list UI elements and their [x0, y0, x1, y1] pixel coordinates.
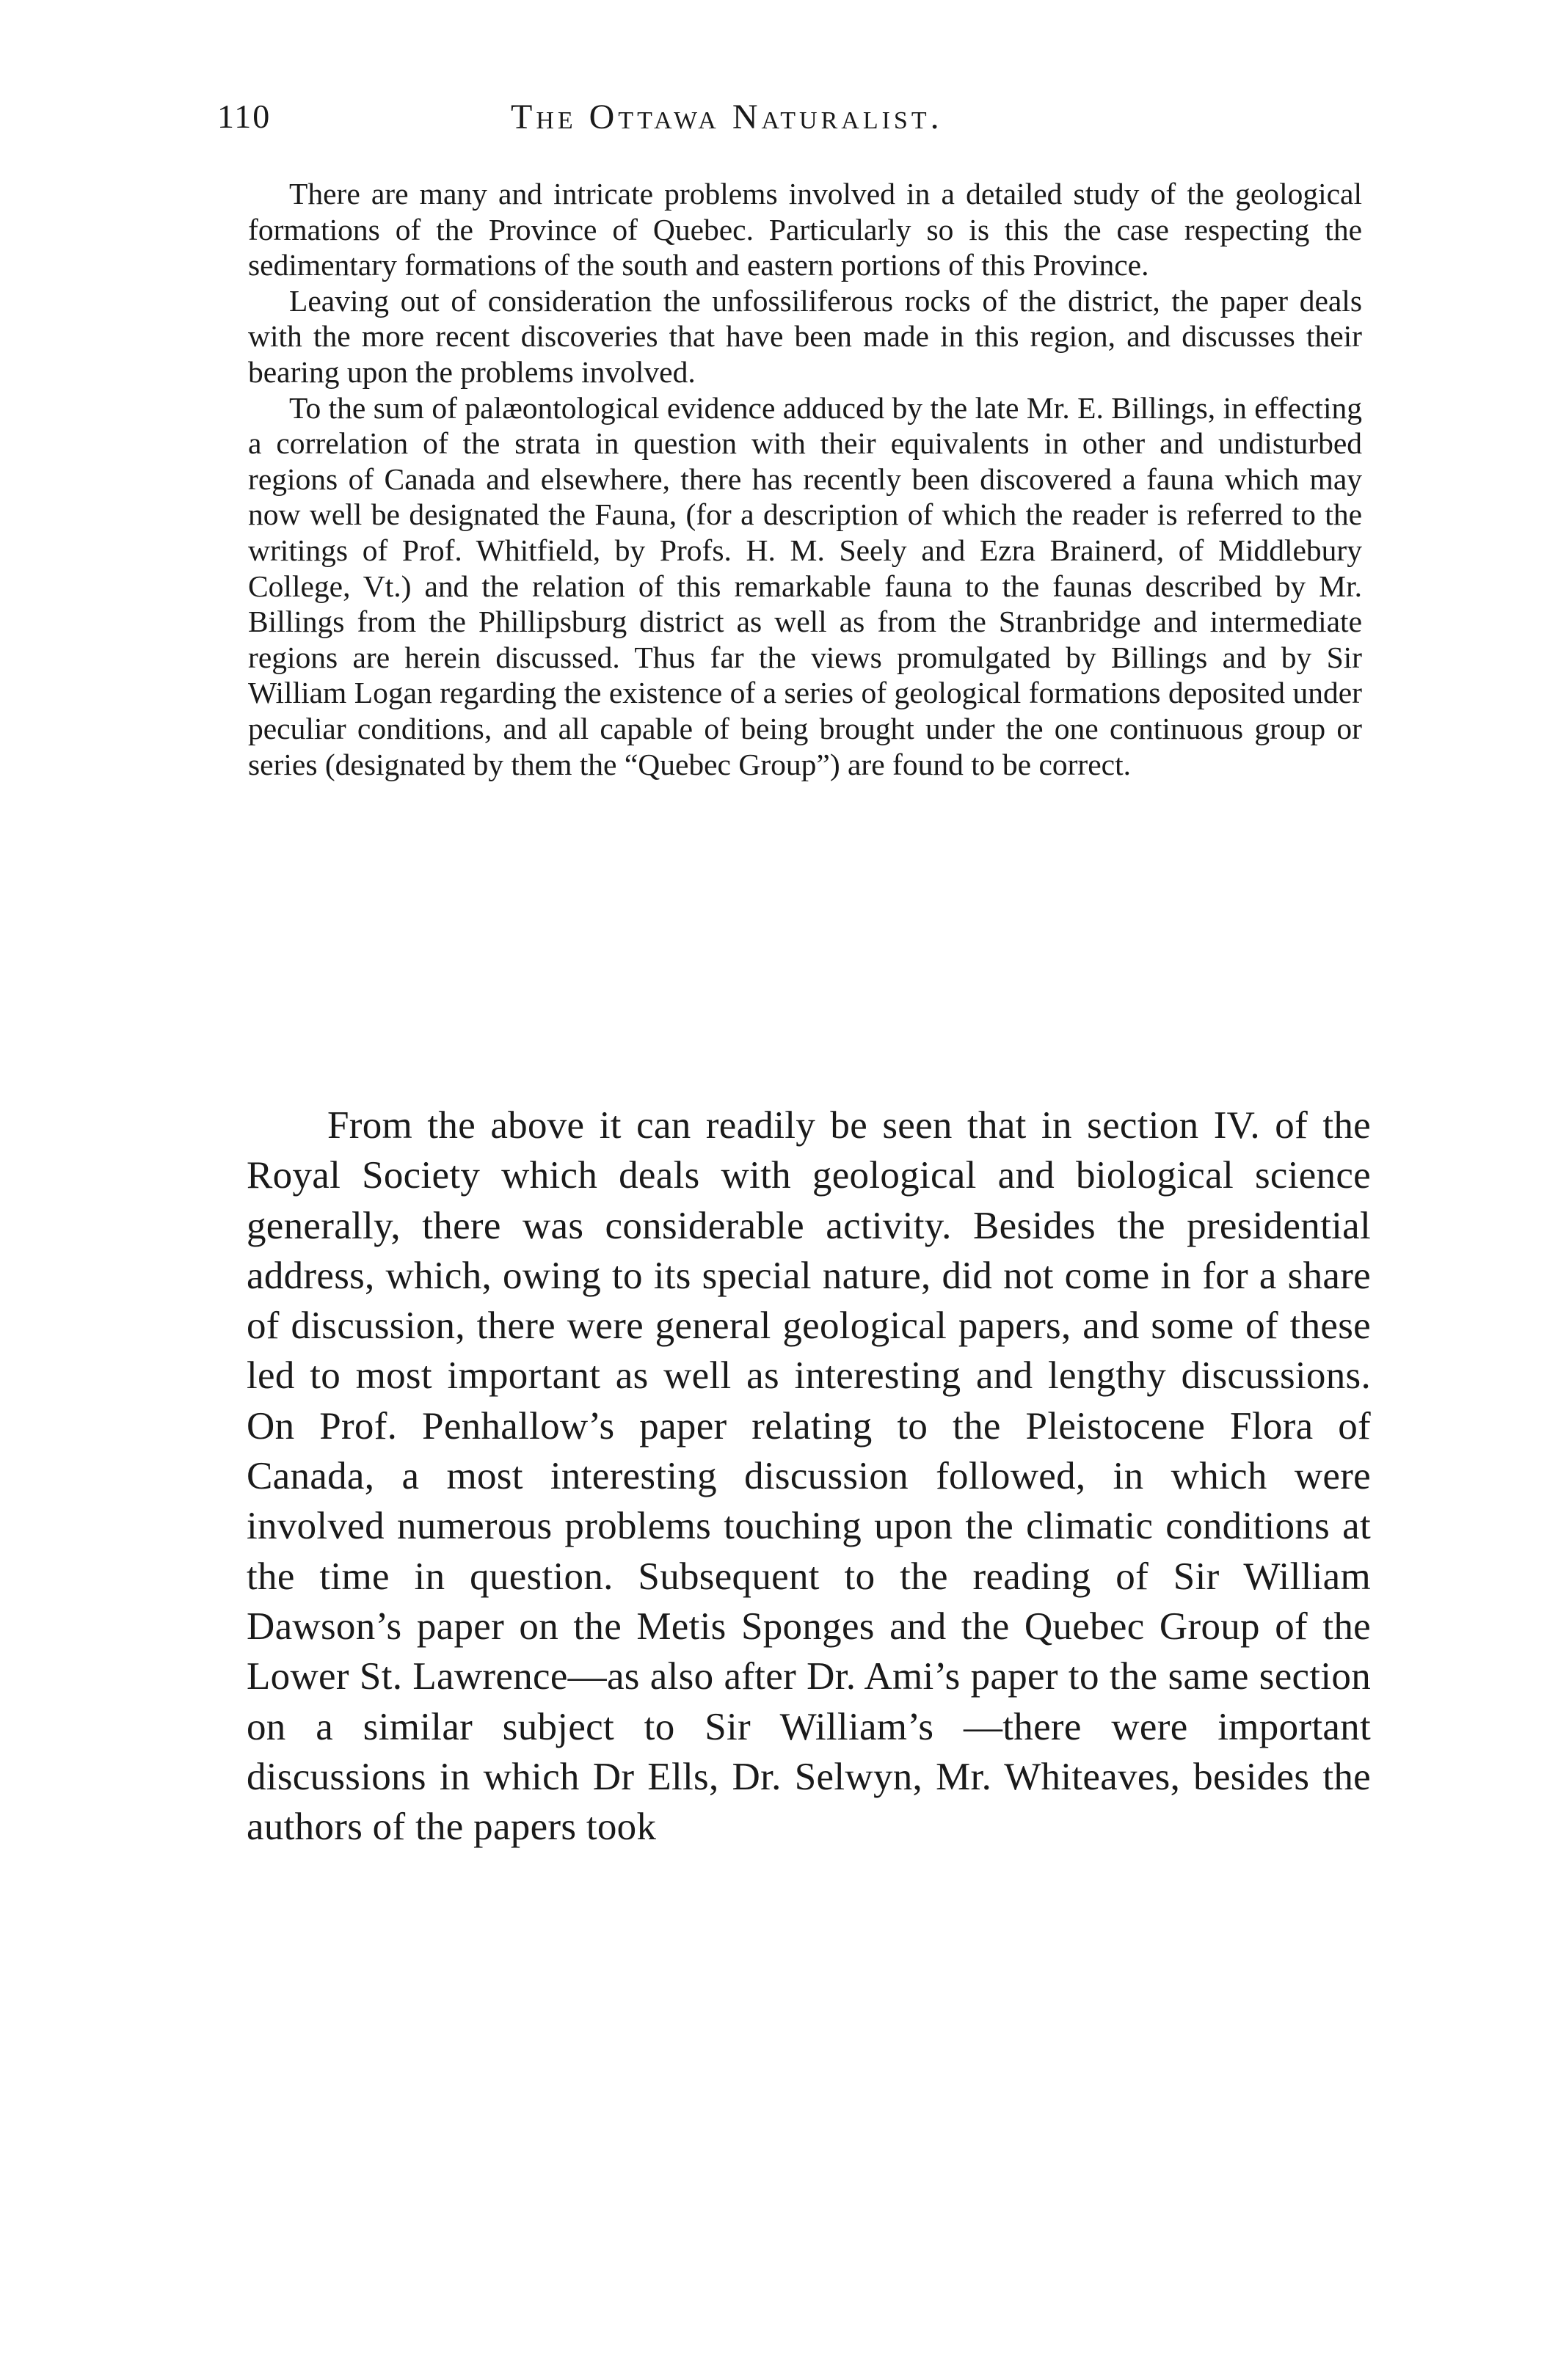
abstract-block: [248, 176, 1362, 782]
journal-title: The Ottawa Naturalist.: [511, 98, 943, 136]
page-number: 110: [217, 98, 272, 135]
abstract-paragraph: Leaving out of consideration the unfossiliferous rocks of the district, the paper deals with the more recent discoveries that have been made in this region, and discusses their bearing upon the problems involved.: [248, 283, 1362, 389]
running-head: [217, 97, 1362, 141]
body-text: [247, 1100, 1371, 1852]
abstract-paragraph: There are many and intricate problems involved in a detailed study of the geological formations of the Province of Quebec. Particularly so is this the case respecting the sedimentary formations of the south and eastern portions of this Province.: [248, 177, 1362, 282]
abstract-paragraph: To the sum of palæontological evidence adduced by the late Mr. E. Billings, in effecting a correlation of the strata in question with their equivalents in other and undisturbed regions of Canada and elsewhere, there has recently been discovered a fauna which may now well be designated the Fauna, (for a description of which the reader is referred to the writings of Prof. Whitfield, by Profs. H. M. Seely and Ezra Brainerd, of Middlebury College, Vt.) and the relation of this remarkable fauna to the faunas described by Mr. Billings from the Phillipsburg district as well as from the Stranbridge and intermediate regions are herein discussed. Thus far the views promulgated by Billings and by Sir William Logan regarding the existence of a series of geological formations deposited under peculiar conditions, and all capable of being brought under the one continuous group or series (designated by them the “Quebec Group”) are found to be correct.: [248, 390, 1362, 781]
body-paragraph: From the above it can readily be seen that in section IV. of the Royal Society which deals with geological and biological science generally, there was considerable activity. Besides the presidential address, which, owing to its special nature, did not come in for a share of discussion, there were general geological papers, and some of these led to most important as well as interesting and lengthy discussions. On Prof. Penhallow’s paper relating to the Pleistocene Flora of Canada, a most interesting discussion followed, in which were involved numerous problems touching upon the climatic conditions at the time in question. Subsequent to the reading of Sir William Dawson’s paper on the Metis Sponges and the Quebec Group of the Lower St. Lawrence—as also after Dr. Ami’s paper to the same section on a similar subject to Sir William’s —there were important discussions in which Dr Ells, Dr. Selwyn, Mr. Whiteaves, besides the authors of the papers took: [247, 1104, 1371, 1849]
